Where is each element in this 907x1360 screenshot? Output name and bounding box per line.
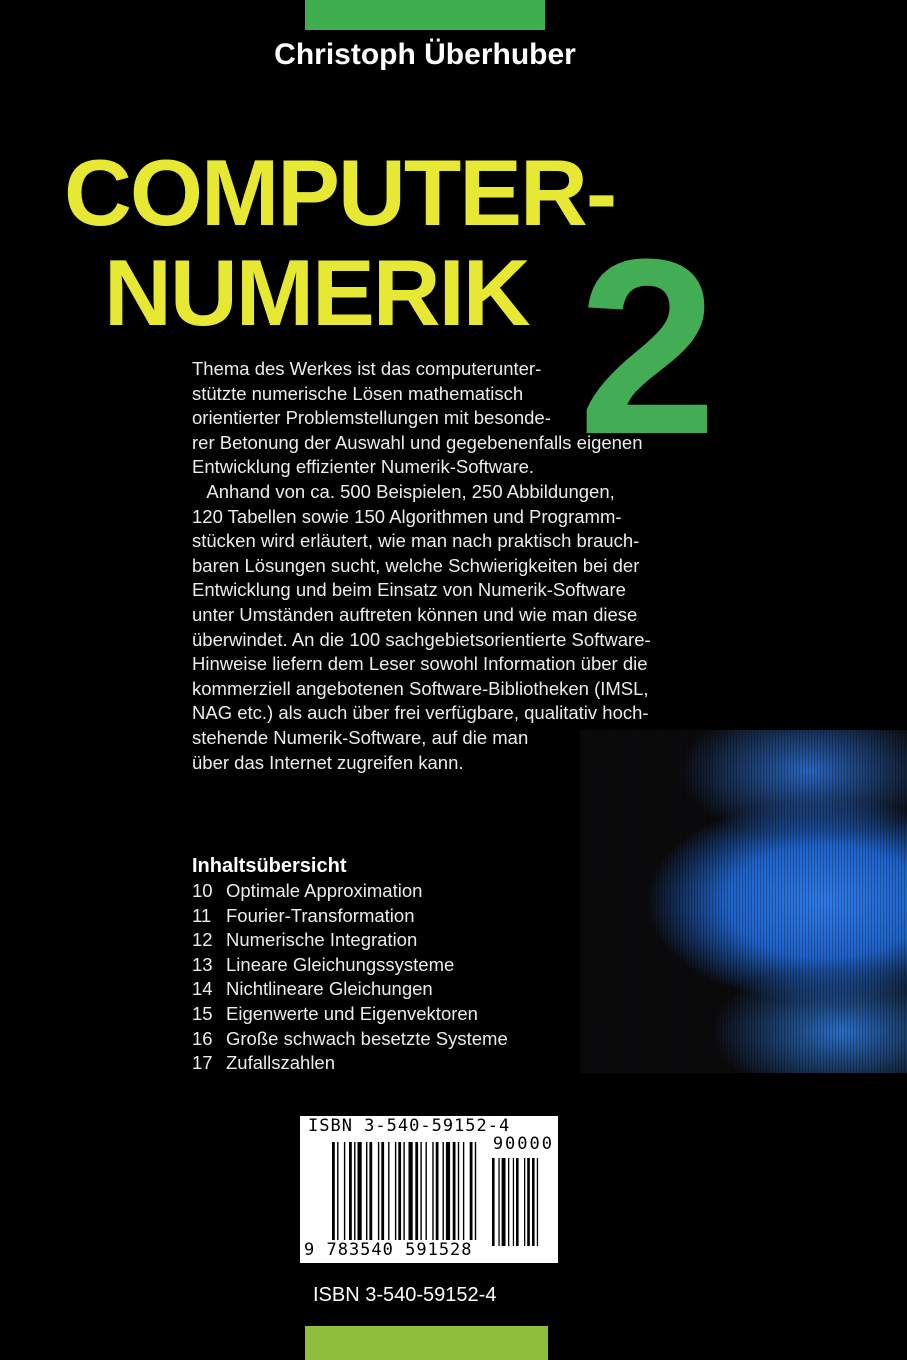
barcode-bar (470, 1142, 473, 1240)
barcode-bar (332, 1142, 335, 1240)
top-color-bar (305, 0, 545, 30)
bottom-color-bar (305, 1326, 548, 1360)
contents-item-label: Lineare Gleichungssysteme (226, 953, 455, 975)
contents-item (192, 904, 508, 929)
barcode-bar (366, 1142, 367, 1240)
table-of-contents (192, 853, 508, 1076)
blurb-line: rer Betonung der Auswahl und gegebenenfalls eigenen (192, 431, 643, 453)
contents-item-label: Große schwach besetzte Systeme (226, 1027, 508, 1049)
contents-item-number: 10 (192, 880, 213, 901)
barcode (300, 1116, 558, 1263)
barcode-addon-bar (537, 1158, 538, 1246)
blurb-line: stehende Numerik-Software, auf die man (192, 726, 529, 748)
contents-heading: Inhaltsübersicht (192, 855, 347, 877)
barcode-bar (443, 1142, 444, 1240)
barcode-bar (453, 1142, 456, 1240)
title-line-1: COMPUTER- (64, 140, 616, 245)
barcode-addon: 90000 (492, 1134, 554, 1154)
blurb-line: baren Lösungen sucht, welche Schwierigkeiten bei der (192, 554, 640, 576)
blurb-line: kommerziell angebotenen Software-Bibliotheken (IMSL, (192, 677, 649, 699)
contents-item-number: 15 (192, 1002, 213, 1024)
contents-item-label: Eigenwerte und Eigenvektoren (226, 1002, 478, 1024)
blurb-line: überwindet. An die 100 sachgebietsorientierte Software- (192, 628, 651, 650)
blurb-line: Hinweise liefern dem Leser sowohl Information über die (192, 653, 648, 675)
contents-item (192, 879, 508, 904)
barcode-addon-bar (508, 1158, 509, 1246)
blurb-line: orientierter Problemstellungen mit besonde- (192, 407, 551, 429)
contents-item-number: 16 (192, 1027, 213, 1049)
barcode-bar (354, 1142, 355, 1240)
barcode-bar (458, 1142, 459, 1240)
barcode-ean: 9 783540 591528 (304, 1240, 473, 1260)
barcode-addon-bar (513, 1158, 514, 1246)
barcode-bar (358, 1142, 362, 1240)
barcode-addon-bar (527, 1158, 530, 1246)
barcode-bar (420, 1142, 421, 1240)
contents-item (192, 953, 508, 978)
contents-item (192, 977, 508, 1002)
barcode-bar (403, 1142, 404, 1240)
barcode-isbn: ISBN 3-540-59152-4 (308, 1116, 511, 1136)
barcode-bar (349, 1142, 352, 1240)
barcode-bar (344, 1142, 345, 1240)
barcode-addon-bar (498, 1158, 499, 1246)
barcode-bar (415, 1142, 418, 1240)
contents-item-label: Optimale Approximation (226, 880, 423, 901)
barcode-bar (378, 1142, 379, 1240)
contents-item-label: Fourier-Transformation (226, 904, 415, 926)
author-name: Christoph Überhuber (274, 38, 576, 71)
barcode-bar (395, 1142, 396, 1240)
blurb-line: Thema des Werkes ist das computerunter- (192, 358, 542, 379)
barcode-bar (446, 1142, 450, 1240)
barcode-addon-bar (516, 1158, 519, 1246)
isbn-text: ISBN 3-540-59152-4 (313, 1284, 497, 1306)
blurb-line: Entwicklung effizienter Numerik-Software. (192, 456, 535, 478)
barcode-bar (337, 1142, 338, 1240)
blurb-line: Anhand von ca. 500 Beispielen, 250 Abbildungen, (192, 480, 615, 502)
blurb-line: stücken wird erläutert, wie man nach praktisch brauch- (192, 530, 640, 552)
blurb-line: über das Internet zugreifen kann. (192, 751, 464, 773)
contents-item-number: 11 (192, 904, 212, 926)
volume-number: 2 (578, 207, 718, 486)
barcode-bar (426, 1142, 427, 1240)
contents-item (192, 1027, 508, 1052)
blurb-line: stützte numerische Lösen mathematisch (192, 382, 524, 404)
contents-item (192, 928, 508, 953)
blurb-line: unter Umständen auftreten können und wie man diese (192, 603, 638, 625)
contents-item-label: Zufallszahlen (226, 1052, 336, 1074)
blurb-line: 120 Tabellen sowie 150 Algorithmen und Programm- (192, 505, 622, 527)
contents-item-label: Nichtlineare Gleichungen (226, 978, 433, 1000)
barcode-bar (388, 1142, 389, 1240)
barcode-addon-bar (492, 1158, 495, 1246)
contents-item-number: 17 (192, 1052, 213, 1074)
barcode-addon-bar (502, 1158, 506, 1246)
contents-item-number: 13 (192, 953, 213, 975)
blurb-text (192, 357, 651, 775)
barcode-bar (381, 1142, 384, 1240)
cover-image (580, 730, 907, 1073)
contents-item (192, 1051, 508, 1076)
title-line-2: NUMERIK (104, 240, 529, 345)
barcode-bar (432, 1142, 433, 1240)
barcode-bar (475, 1142, 476, 1240)
barcode-bar (409, 1142, 413, 1240)
barcode-addon-bar (532, 1158, 535, 1246)
contents-item-number: 12 (192, 929, 213, 951)
blurb-line: NAG etc.) als auch über frei verfügbare, qualitativ hoch- (192, 702, 649, 724)
barcode-bar (369, 1142, 372, 1240)
barcode-addon-bar (524, 1158, 525, 1246)
contents-item-number: 14 (192, 978, 213, 1000)
blurb-line: Entwicklung und beim Einsatz von Numerik-Software (192, 579, 626, 601)
barcode-bar (436, 1142, 439, 1240)
barcode-bar (463, 1142, 464, 1240)
barcode-bar (398, 1142, 401, 1240)
contents-item-label: Numerische Integration (226, 929, 418, 951)
contents-item (192, 1002, 508, 1027)
